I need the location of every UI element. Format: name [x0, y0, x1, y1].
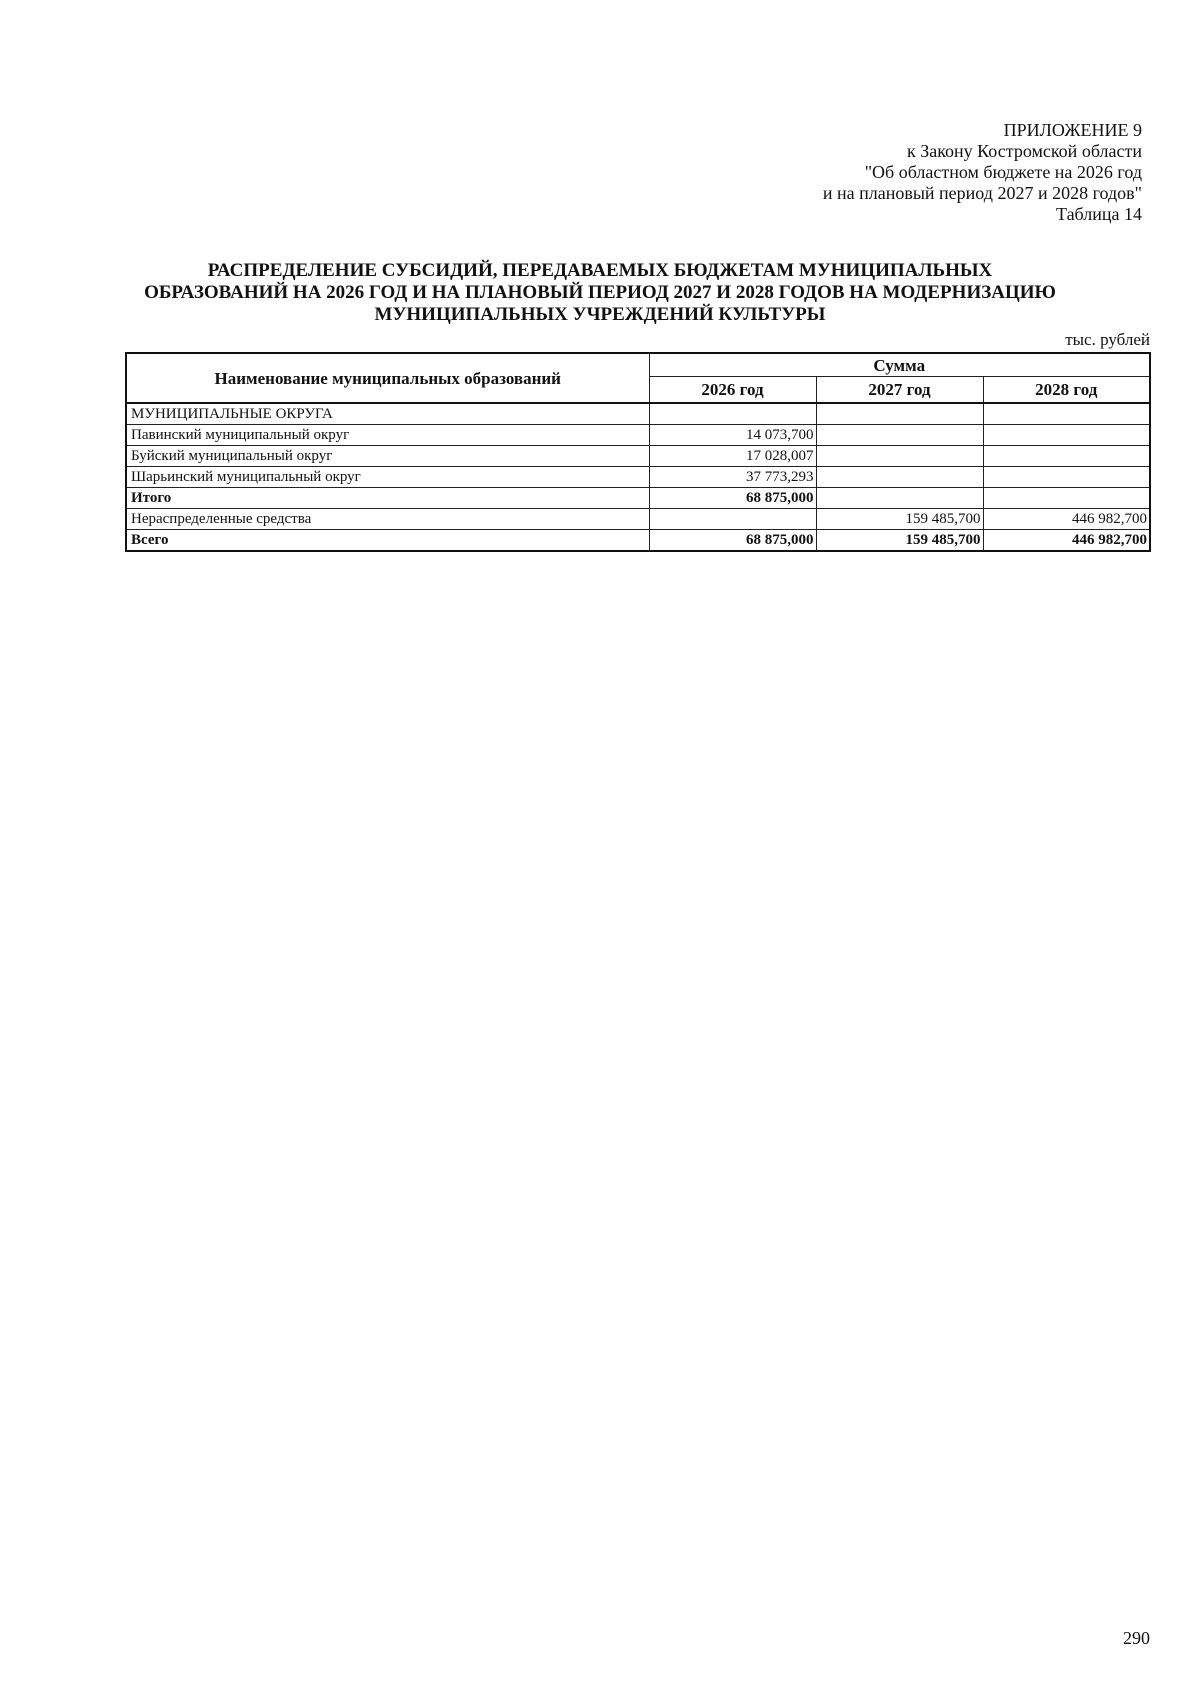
- row-value-2026: [649, 509, 816, 530]
- row-value-2028: [983, 446, 1150, 467]
- year-2028-header: 2028 год: [983, 377, 1150, 403]
- row-name: Всего: [126, 530, 649, 552]
- document-title-line-1: РАСПРЕДЕЛЕНИЕ СУБСИДИЙ, ПЕРЕДАВАЕМЫХ БЮДЖЕТАМ МУНИЦИПАЛЬНЫХ: [207, 260, 993, 281]
- row-value-2027: [816, 403, 983, 425]
- table-row-total: [126, 530, 1150, 552]
- document-title-line-3: МУНИЦИПАЛЬНЫХ УЧРЕЖДЕНИЙ КУЛЬТУРЫ: [374, 304, 826, 325]
- appendix-header: [823, 120, 1142, 225]
- row-value-2028: [983, 488, 1150, 509]
- appendix-law-title-line-1: "Об областном бюджете на 2026 год: [864, 162, 1142, 182]
- sum-column-header: Сумма: [649, 353, 1150, 377]
- year-2026-header: 2026 год: [649, 377, 816, 403]
- document-title-line-2: ОБРАЗОВАНИЙ НА 2026 ГОД И НА ПЛАНОВЫЙ ПЕРИОД 2027 И 2028 ГОДОВ НА МОДЕРНИЗАЦИЮ: [144, 282, 1056, 303]
- page-number: 290: [1123, 1628, 1150, 1648]
- row-value-2028: [983, 467, 1150, 488]
- row-value-2028: 446 982,700: [983, 509, 1150, 530]
- row-value-2027: 159 485,700: [816, 530, 983, 552]
- row-value-2026: 17 028,007: [649, 446, 816, 467]
- table-row: [126, 467, 1150, 488]
- row-name: Павинский муниципальный округ: [126, 425, 649, 446]
- subsidies-table: [125, 352, 1151, 552]
- row-name: Нераспределенные средства: [126, 509, 649, 530]
- table-row-subtotal: [126, 488, 1150, 509]
- appendix-law-line: к Закону Костромской области: [906, 141, 1142, 161]
- table-row: [126, 425, 1150, 446]
- appendix-law-title-line-2: и на плановый период 2027 и 2028 годов": [822, 183, 1142, 203]
- table-number: Таблица 14: [1056, 204, 1142, 224]
- row-value-2026: 68 875,000: [649, 530, 816, 552]
- row-name: Итого: [126, 488, 649, 509]
- row-value-2026: [649, 403, 816, 425]
- row-value-2026: 68 875,000: [649, 488, 816, 509]
- row-value-2026: 37 773,293: [649, 467, 816, 488]
- document-title: [130, 260, 1070, 326]
- row-value-2026: 14 073,700: [649, 425, 816, 446]
- table-row: [126, 509, 1150, 530]
- row-value-2027: [816, 425, 983, 446]
- appendix-number: ПРИЛОЖЕНИЕ 9: [1003, 120, 1142, 140]
- row-value-2027: [816, 446, 983, 467]
- row-value-2027: 159 485,700: [816, 509, 983, 530]
- row-value-2027: [816, 467, 983, 488]
- row-value-2028: [983, 425, 1150, 446]
- table-row: [126, 446, 1150, 467]
- row-value-2028: [983, 403, 1150, 425]
- name-column-header: Наименование муниципальных образований: [126, 353, 649, 403]
- year-2027-header: 2027 год: [816, 377, 983, 403]
- row-value-2028: 446 982,700: [983, 530, 1150, 552]
- row-value-2027: [816, 488, 983, 509]
- table-row-section: [126, 403, 1150, 425]
- row-name: Буйский муниципальный округ: [126, 446, 649, 467]
- units-label: тыс. рублей: [1065, 330, 1150, 349]
- row-name: Шарьинский муниципальный округ: [126, 467, 649, 488]
- row-name: МУНИЦИПАЛЬНЫЕ ОКРУГА: [126, 403, 649, 425]
